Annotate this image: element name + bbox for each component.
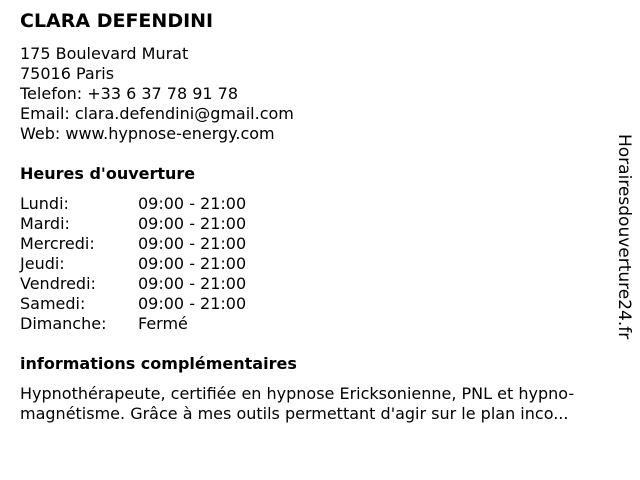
- description-line: Hypnothérapeute, certifiée en hypnose Ericksonienne, PNL et hypno-: [20, 384, 575, 403]
- day-label: Vendredi:: [20, 274, 96, 293]
- hours-row: [20, 254, 246, 274]
- day-hours: 09:00 - 21:00: [138, 234, 247, 253]
- day-hours: 09:00 - 21:00: [138, 294, 247, 313]
- day-label: Samedi:: [20, 294, 86, 313]
- day-label: Mercredi:: [20, 234, 95, 253]
- phone-line: Telefon: +33 6 37 78 91 78: [20, 84, 239, 103]
- hours-row: [20, 234, 246, 254]
- email-line: Email: clara.defendini@gmail.com: [20, 104, 294, 123]
- day-label: Mardi:: [20, 214, 70, 233]
- day-hours: 09:00 - 21:00: [138, 194, 247, 213]
- hours-row: [20, 274, 246, 294]
- day-hours: 09:00 - 21:00: [138, 214, 247, 233]
- opening-hours-heading: Heures d'ouverture: [20, 164, 196, 183]
- hours-row: [20, 294, 246, 314]
- day-label: Lundi:: [20, 194, 69, 213]
- site-watermark: Horairesdouverture24.fr: [614, 134, 634, 340]
- address-city: 75016 Paris: [20, 64, 115, 83]
- day-hours: 09:00 - 21:00: [138, 274, 247, 293]
- hours-row: [20, 314, 246, 334]
- address-street: 175 Boulevard Murat: [20, 44, 189, 63]
- business-description: [20, 384, 620, 424]
- day-label: Dimanche:: [20, 314, 107, 333]
- day-label: Jeudi:: [20, 254, 65, 273]
- web-line: Web: www.hypnose-energy.com: [20, 124, 275, 143]
- business-name: CLARA DEFENDINI: [20, 10, 214, 32]
- hours-row: [20, 194, 246, 214]
- additional-info-heading: informations complémentaires: [20, 354, 297, 373]
- day-hours: Fermé: [138, 314, 188, 333]
- contact-block: [20, 44, 294, 144]
- day-hours: 09:00 - 21:00: [138, 254, 247, 273]
- hours-row: [20, 214, 246, 234]
- description-line: magnétisme. Grâce à mes outils permettant d'agir sur le plan inco...: [20, 404, 569, 423]
- opening-hours-table: [20, 194, 246, 334]
